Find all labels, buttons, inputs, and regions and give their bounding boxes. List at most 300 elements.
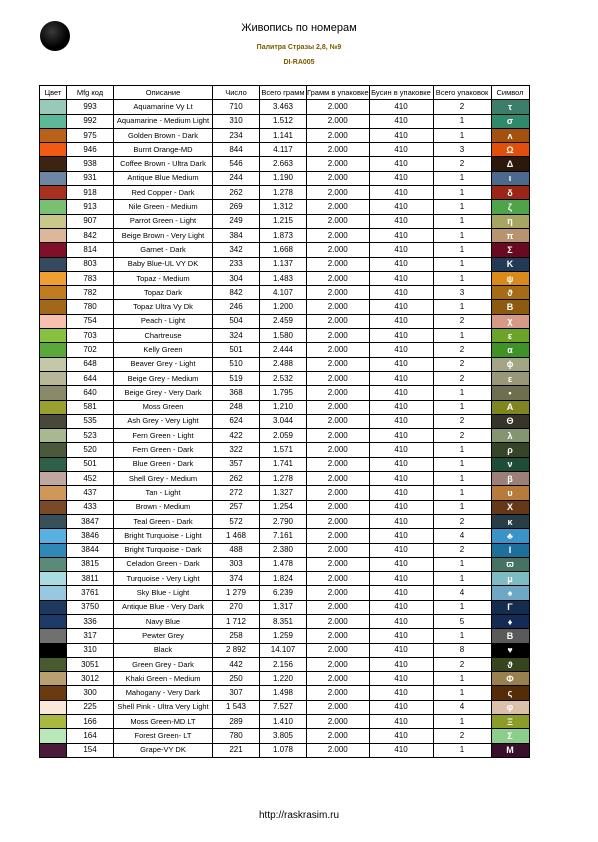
color-swatch: [40, 672, 67, 686]
count-cell: 1 543: [213, 700, 260, 714]
description-cell: Topaz Dark: [114, 286, 213, 300]
symbol-cell: π: [491, 228, 529, 242]
count-cell: 249: [213, 214, 260, 228]
total-grams-cell: 2.459: [260, 314, 307, 328]
table-row: [40, 472, 530, 486]
beads-per-pack-cell: 410: [369, 729, 433, 743]
description-cell: Parrot Green - Light: [114, 214, 213, 228]
beads-per-pack-cell: 410: [369, 700, 433, 714]
symbol-cell: ν: [491, 457, 529, 471]
description-cell: Aquamarine - Medium Light: [114, 114, 213, 128]
beads-per-pack-cell: 410: [369, 400, 433, 414]
color-swatch: [40, 300, 67, 314]
symbol-cell: Ξ: [491, 715, 529, 729]
total-grams-cell: 1.498: [260, 686, 307, 700]
color-swatch: [40, 443, 67, 457]
total-packs-cell: 1: [433, 443, 491, 457]
grams-per-pack-cell: 2.000: [307, 271, 370, 285]
description-cell: Fern Green - Dark: [114, 443, 213, 457]
count-cell: 510: [213, 357, 260, 371]
total-grams-cell: 1.254: [260, 500, 307, 514]
beads-per-pack-cell: 410: [369, 128, 433, 142]
total-grams-cell: 1.312: [260, 200, 307, 214]
mfg-code-cell: 907: [67, 214, 114, 228]
count-cell: 272: [213, 486, 260, 500]
total-packs-cell: 3: [433, 143, 491, 157]
table-row: [40, 672, 530, 686]
table-row: [40, 543, 530, 557]
total-packs-cell: 1: [433, 486, 491, 500]
table-row: [40, 457, 530, 471]
total-packs-cell: 2: [433, 429, 491, 443]
grams-per-pack-cell: 2.000: [307, 128, 370, 142]
symbol-cell: ϖ: [491, 557, 529, 571]
total-grams-cell: 1.512: [260, 114, 307, 128]
symbol-cell: ♦: [491, 614, 529, 628]
color-swatch: [40, 486, 67, 500]
symbol-cell: ψ: [491, 271, 529, 285]
table-row: [40, 243, 530, 257]
symbol-cell: κ: [491, 514, 529, 528]
grams-per-pack-cell: 2.000: [307, 429, 370, 443]
mfg-code-cell: 782: [67, 286, 114, 300]
color-swatch: [40, 143, 67, 157]
color-swatch: [40, 128, 67, 142]
total-packs-cell: 4: [433, 700, 491, 714]
color-swatch: [40, 257, 67, 271]
total-grams-cell: 1.873: [260, 228, 307, 242]
header-beads-per-pack: Бусин в упаковке: [369, 86, 433, 100]
symbol-cell: χ: [491, 314, 529, 328]
grams-per-pack-cell: 2.000: [307, 743, 370, 757]
table-row: [40, 686, 530, 700]
color-swatch: [40, 243, 67, 257]
footer-url[interactable]: http://raskrasim.ru: [258, 810, 340, 821]
total-packs-cell: 4: [433, 586, 491, 600]
count-cell: 248: [213, 400, 260, 414]
total-packs-cell: 1: [433, 686, 491, 700]
grams-per-pack-cell: 2.000: [307, 414, 370, 428]
beads-per-pack-cell: 410: [369, 314, 433, 328]
table-row: [40, 500, 530, 514]
description-cell: Kelly Green: [114, 343, 213, 357]
color-swatch: [40, 529, 67, 543]
grams-per-pack-cell: 2.000: [307, 614, 370, 628]
beads-per-pack-cell: 410: [369, 114, 433, 128]
beads-per-pack-cell: 410: [369, 257, 433, 271]
description-cell: Shell Grey - Medium: [114, 472, 213, 486]
mfg-code-cell: 780: [67, 300, 114, 314]
total-packs-cell: 2: [433, 729, 491, 743]
total-grams-cell: 1.220: [260, 672, 307, 686]
count-cell: 572: [213, 514, 260, 528]
table-row: [40, 186, 530, 200]
mfg-code-cell: 3761: [67, 586, 114, 600]
description-cell: Topaz - Medium: [114, 271, 213, 285]
mfg-code-cell: 913: [67, 200, 114, 214]
description-cell: Red Copper - Dark: [114, 186, 213, 200]
count-cell: 244: [213, 171, 260, 185]
color-swatch: [40, 514, 67, 528]
description-cell: Sky Blue - Light: [114, 586, 213, 600]
table-row: [40, 228, 530, 242]
count-cell: 504: [213, 314, 260, 328]
table-row: [40, 357, 530, 371]
total-packs-cell: 5: [433, 614, 491, 628]
total-grams-cell: 1.200: [260, 300, 307, 314]
count-cell: 844: [213, 143, 260, 157]
grams-per-pack-cell: 2.000: [307, 228, 370, 242]
symbol-cell: Θ: [491, 414, 529, 428]
symbol-cell: ♣: [491, 529, 529, 543]
symbol-cell: A: [491, 400, 529, 414]
total-grams-cell: 1.210: [260, 400, 307, 414]
total-packs-cell: 1: [433, 457, 491, 471]
mfg-code-cell: 3847: [67, 514, 114, 528]
color-swatch: [40, 657, 67, 671]
mfg-code-cell: 581: [67, 400, 114, 414]
total-grams-cell: 3.463: [260, 100, 307, 114]
beads-per-pack-cell: 410: [369, 329, 433, 343]
color-swatch: [40, 329, 67, 343]
count-cell: 234: [213, 128, 260, 142]
grams-per-pack-cell: 2.000: [307, 572, 370, 586]
mfg-code-cell: 225: [67, 700, 114, 714]
beads-per-pack-cell: 410: [369, 200, 433, 214]
description-cell: Chartreuse: [114, 329, 213, 343]
color-swatch: [40, 386, 67, 400]
color-swatch: [40, 686, 67, 700]
mfg-code-cell: 336: [67, 614, 114, 628]
header-total-grams: Всего грамм: [260, 86, 307, 100]
table-body: [40, 100, 530, 758]
color-swatch: [40, 100, 67, 114]
grams-per-pack-cell: 2.000: [307, 371, 370, 385]
symbol-cell: υ: [491, 486, 529, 500]
total-packs-cell: 1: [433, 271, 491, 285]
total-packs-cell: 2: [433, 514, 491, 528]
mfg-code-cell: 523: [67, 429, 114, 443]
beads-per-pack-cell: 410: [369, 214, 433, 228]
beads-per-pack-cell: 410: [369, 600, 433, 614]
color-swatch: [40, 643, 67, 657]
color-swatch: [40, 343, 67, 357]
grams-per-pack-cell: 2.000: [307, 686, 370, 700]
mfg-code-cell: 3811: [67, 572, 114, 586]
symbol-cell: M: [491, 743, 529, 757]
symbol-cell: Φ: [491, 672, 529, 686]
symbol-cell: ʌ: [491, 128, 529, 142]
mfg-code-cell: 975: [67, 128, 114, 142]
total-packs-cell: 3: [433, 286, 491, 300]
beads-per-pack-cell: 410: [369, 171, 433, 185]
table-row: [40, 386, 530, 400]
symbol-cell: φ: [491, 700, 529, 714]
count-cell: 233: [213, 257, 260, 271]
beads-per-pack-cell: 410: [369, 586, 433, 600]
symbol-cell: B: [491, 300, 529, 314]
symbol-cell: ς: [491, 686, 529, 700]
table-row: [40, 514, 530, 528]
total-packs-cell: 2: [433, 414, 491, 428]
count-cell: 442: [213, 657, 260, 671]
total-packs-cell: 1: [433, 629, 491, 643]
grams-per-pack-cell: 2.000: [307, 443, 370, 457]
symbol-cell: Σ: [491, 243, 529, 257]
count-cell: 519: [213, 371, 260, 385]
grams-per-pack-cell: 2.000: [307, 314, 370, 328]
total-packs-cell: 8: [433, 643, 491, 657]
grams-per-pack-cell: 2.000: [307, 329, 370, 343]
header-count: Число: [213, 86, 260, 100]
total-packs-cell: 1: [433, 243, 491, 257]
description-cell: Black: [114, 643, 213, 657]
count-cell: 307: [213, 686, 260, 700]
description-cell: Garnet - Dark: [114, 243, 213, 257]
total-packs-cell: 1: [433, 171, 491, 185]
mfg-code-cell: 754: [67, 314, 114, 328]
beads-per-pack-cell: 410: [369, 486, 433, 500]
color-swatch: [40, 429, 67, 443]
count-cell: 342: [213, 243, 260, 257]
total-packs-cell: 1: [433, 386, 491, 400]
table-row: [40, 586, 530, 600]
color-swatch: [40, 500, 67, 514]
mfg-code-cell: 703: [67, 329, 114, 343]
symbol-cell: ε: [491, 329, 529, 343]
table-row: [40, 257, 530, 271]
grams-per-pack-cell: 2.000: [307, 557, 370, 571]
beads-per-pack-cell: 410: [369, 543, 433, 557]
symbol-cell: ρ: [491, 443, 529, 457]
mfg-code-cell: 992: [67, 114, 114, 128]
table-row: [40, 300, 530, 314]
grams-per-pack-cell: 2.000: [307, 114, 370, 128]
mfg-code-cell: 644: [67, 371, 114, 385]
total-packs-cell: 1: [433, 214, 491, 228]
mfg-code-cell: 640: [67, 386, 114, 400]
total-packs-cell: 2: [433, 314, 491, 328]
count-cell: 2 892: [213, 643, 260, 657]
total-packs-cell: 1: [433, 557, 491, 571]
total-packs-cell: 2: [433, 543, 491, 557]
count-cell: 357: [213, 457, 260, 471]
beads-per-pack-cell: 410: [369, 643, 433, 657]
table-row: [40, 414, 530, 428]
mfg-code-cell: 803: [67, 257, 114, 271]
color-swatch: [40, 600, 67, 614]
color-swatch: [40, 557, 67, 571]
grams-per-pack-cell: 2.000: [307, 672, 370, 686]
mfg-code-cell: 3844: [67, 543, 114, 557]
header-mfg-code: Mfg код: [67, 86, 114, 100]
product-code: DI-RA005: [283, 59, 315, 66]
description-cell: Baby Blue-UL VY DK: [114, 257, 213, 271]
description-cell: Fern Green - Light: [114, 429, 213, 443]
grams-per-pack-cell: 2.000: [307, 514, 370, 528]
grams-per-pack-cell: 2.000: [307, 157, 370, 171]
symbol-cell: B: [491, 629, 529, 643]
color-swatch: [40, 543, 67, 557]
mfg-code-cell: 317: [67, 629, 114, 643]
total-grams-cell: 1.078: [260, 743, 307, 757]
total-packs-cell: 1: [433, 300, 491, 314]
count-cell: 270: [213, 600, 260, 614]
description-cell: Peach - Light: [114, 314, 213, 328]
mfg-code-cell: 433: [67, 500, 114, 514]
total-grams-cell: 1.190: [260, 171, 307, 185]
grams-per-pack-cell: 2.000: [307, 457, 370, 471]
grams-per-pack-cell: 2.000: [307, 171, 370, 185]
symbol-cell: Δ: [491, 157, 529, 171]
count-cell: 384: [213, 228, 260, 242]
symbol-cell: τ: [491, 100, 529, 114]
symbol-cell: ε: [491, 371, 529, 385]
total-grams-cell: 2.532: [260, 371, 307, 385]
grams-per-pack-cell: 2.000: [307, 200, 370, 214]
symbol-cell: ϕ: [491, 357, 529, 371]
table-row: [40, 171, 530, 185]
grams-per-pack-cell: 2.000: [307, 529, 370, 543]
description-cell: Shell Pink - Ultra Very Light: [114, 700, 213, 714]
palette-subtitle: Палитра Стразы 2,8, №9: [256, 44, 342, 51]
count-cell: 304: [213, 271, 260, 285]
description-cell: Antique Blue - Very Dark: [114, 600, 213, 614]
color-swatch: [40, 414, 67, 428]
total-packs-cell: 4: [433, 529, 491, 543]
total-grams-cell: 4.107: [260, 286, 307, 300]
table-row: [40, 486, 530, 500]
total-grams-cell: 1.141: [260, 128, 307, 142]
symbol-cell: ♥: [491, 643, 529, 657]
grams-per-pack-cell: 2.000: [307, 300, 370, 314]
total-grams-cell: 1.478: [260, 557, 307, 571]
description-cell: Beige Brown - Very Light: [114, 228, 213, 242]
total-packs-cell: 1: [433, 472, 491, 486]
total-packs-cell: 1: [433, 500, 491, 514]
description-cell: Ash Grey - Very Light: [114, 414, 213, 428]
description-cell: Navy Blue: [114, 614, 213, 628]
total-packs-cell: 1: [433, 715, 491, 729]
symbol-cell: β: [491, 472, 529, 486]
symbol-cell: δ: [491, 186, 529, 200]
grams-per-pack-cell: 2.000: [307, 472, 370, 486]
total-packs-cell: 1: [433, 228, 491, 242]
color-swatch: [40, 314, 67, 328]
description-cell: Turquoise - Very Light: [114, 572, 213, 586]
symbol-cell: ϑ: [491, 657, 529, 671]
beads-per-pack-cell: 410: [369, 100, 433, 114]
table-row: [40, 729, 530, 743]
count-cell: 221: [213, 743, 260, 757]
mfg-code-cell: 300: [67, 686, 114, 700]
color-swatch: [40, 171, 67, 185]
table-row: [40, 643, 530, 657]
header-total-packs: Всего упаковок: [433, 86, 491, 100]
color-swatch: [40, 729, 67, 743]
table-row: [40, 143, 530, 157]
total-grams-cell: 7.527: [260, 700, 307, 714]
count-cell: 374: [213, 572, 260, 586]
total-grams-cell: 1.741: [260, 457, 307, 471]
table-row: [40, 400, 530, 414]
total-packs-cell: 1: [433, 600, 491, 614]
total-packs-cell: 1: [433, 572, 491, 586]
grams-per-pack-cell: 2.000: [307, 629, 370, 643]
count-cell: 257: [213, 500, 260, 514]
count-cell: 303: [213, 557, 260, 571]
color-swatch: [40, 371, 67, 385]
count-cell: 368: [213, 386, 260, 400]
color-swatch: [40, 629, 67, 643]
grams-per-pack-cell: 2.000: [307, 357, 370, 371]
grams-per-pack-cell: 2.000: [307, 586, 370, 600]
count-cell: 780: [213, 729, 260, 743]
table-row: [40, 286, 530, 300]
total-grams-cell: 2.156: [260, 657, 307, 671]
mfg-code-cell: 452: [67, 472, 114, 486]
total-grams-cell: 1.483: [260, 271, 307, 285]
grams-per-pack-cell: 2.000: [307, 500, 370, 514]
count-cell: 422: [213, 429, 260, 443]
mfg-code-cell: 938: [67, 157, 114, 171]
symbol-cell: μ: [491, 572, 529, 586]
description-cell: Pewter Grey: [114, 629, 213, 643]
grams-per-pack-cell: 2.000: [307, 643, 370, 657]
count-cell: 258: [213, 629, 260, 643]
beads-per-pack-cell: 410: [369, 672, 433, 686]
grams-per-pack-cell: 2.000: [307, 286, 370, 300]
color-swatch: [40, 614, 67, 628]
table-row: [40, 214, 530, 228]
description-cell: Bright Turquoise - Light: [114, 529, 213, 543]
color-swatch: [40, 700, 67, 714]
table-row: [40, 200, 530, 214]
color-swatch: [40, 400, 67, 414]
total-packs-cell: 2: [433, 343, 491, 357]
table-row: [40, 271, 530, 285]
total-packs-cell: 1: [433, 128, 491, 142]
beads-per-pack-cell: 410: [369, 243, 433, 257]
color-swatch: [40, 157, 67, 171]
beads-per-pack-cell: 410: [369, 657, 433, 671]
table-row: [40, 700, 530, 714]
table-row: [40, 600, 530, 614]
total-grams-cell: 1.278: [260, 186, 307, 200]
symbol-cell: ♠: [491, 586, 529, 600]
header-symbol: Символ: [491, 86, 529, 100]
table-row: [40, 128, 530, 142]
grams-per-pack-cell: 2.000: [307, 486, 370, 500]
beads-per-pack-cell: 410: [369, 429, 433, 443]
total-packs-cell: 1: [433, 329, 491, 343]
beads-per-pack-cell: 410: [369, 715, 433, 729]
mfg-code-cell: 3750: [67, 600, 114, 614]
total-packs-cell: 1: [433, 200, 491, 214]
table-row: [40, 429, 530, 443]
beads-per-pack-cell: 410: [369, 686, 433, 700]
grams-per-pack-cell: 2.000: [307, 186, 370, 200]
grams-per-pack-cell: 2.000: [307, 600, 370, 614]
total-grams-cell: 4.117: [260, 143, 307, 157]
grams-per-pack-cell: 2.000: [307, 400, 370, 414]
count-cell: 324: [213, 329, 260, 343]
total-grams-cell: 2.488: [260, 357, 307, 371]
beads-per-pack-cell: 410: [369, 514, 433, 528]
description-cell: Brown - Medium: [114, 500, 213, 514]
grams-per-pack-cell: 2.000: [307, 543, 370, 557]
beads-per-pack-cell: 410: [369, 572, 433, 586]
